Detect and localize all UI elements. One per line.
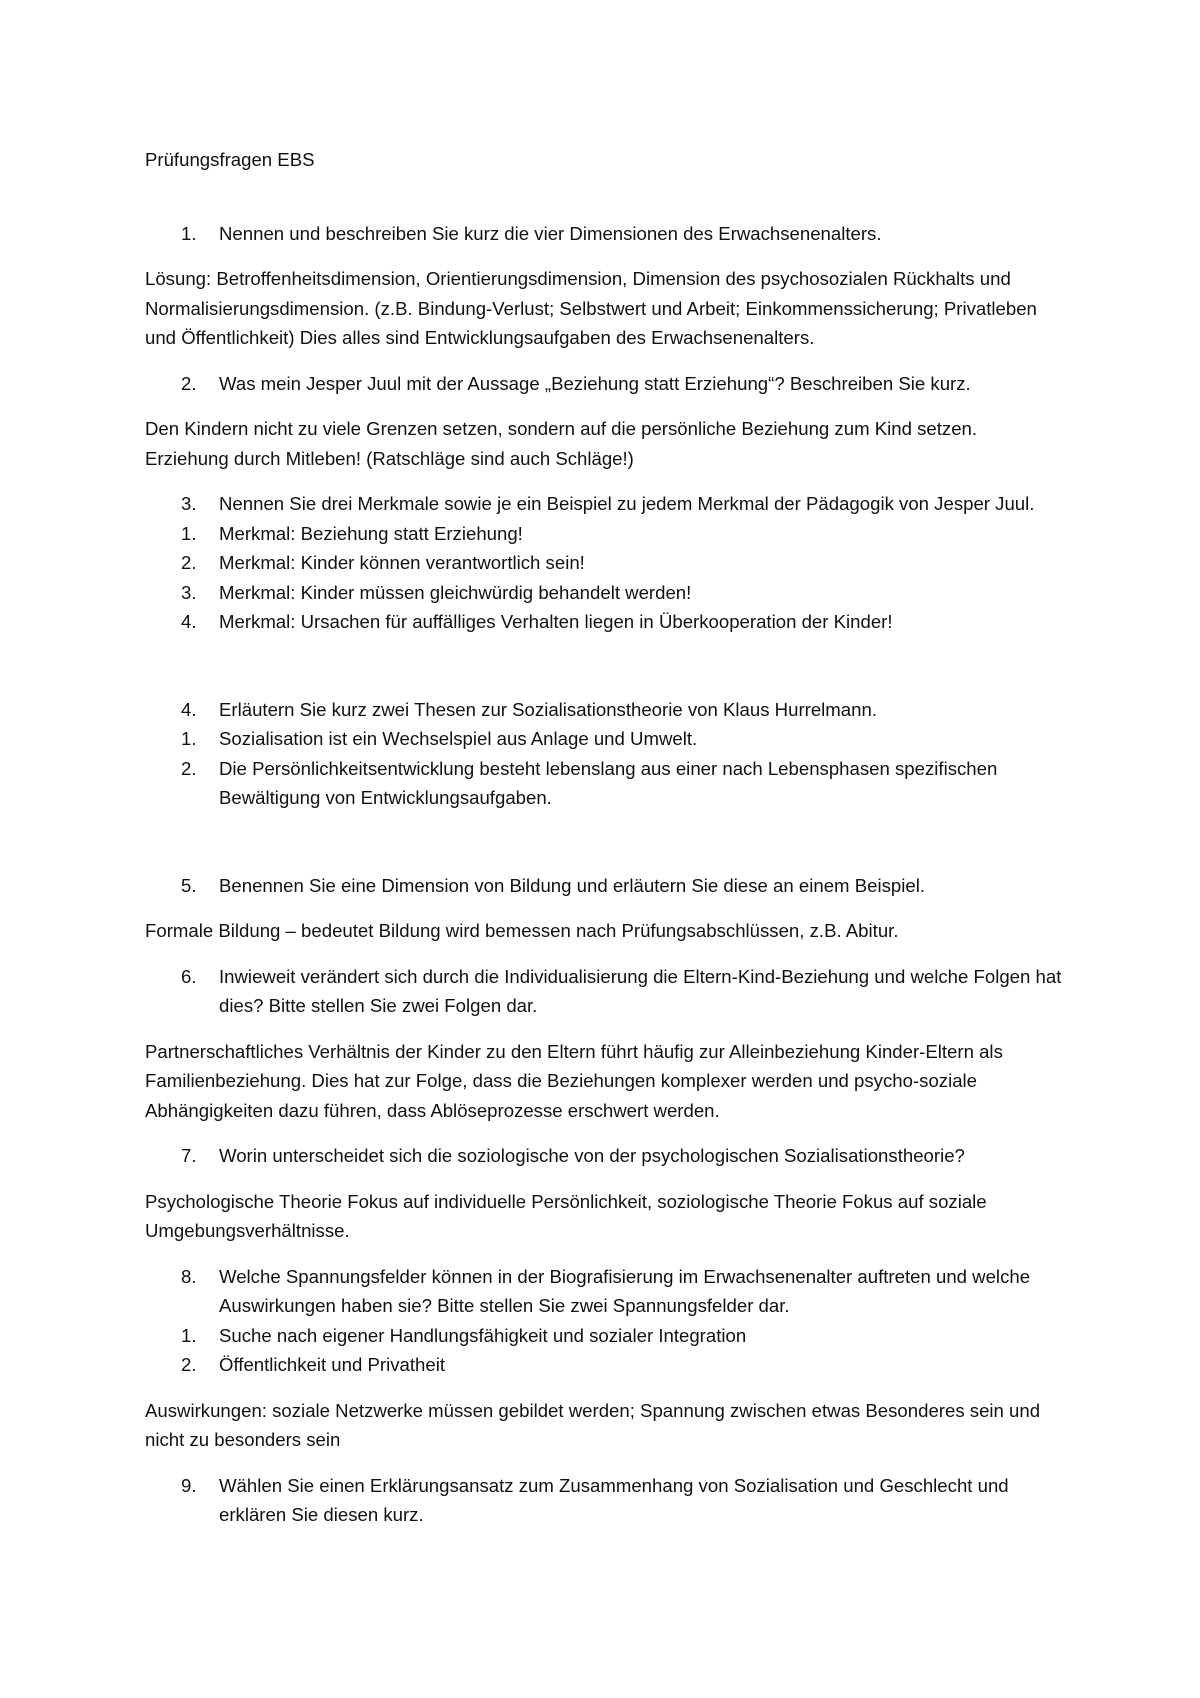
list-item-number: 4. <box>181 611 197 632</box>
list-item-text: Nennen und beschreiben Sie kurz die vier Dimensionen des Erwachsenenalters. <box>219 222 882 244</box>
spacer <box>145 1125 1065 1141</box>
answer-paragraph: Auswirkungen: soziale Netzwerke müssen gebildet werden; Spannung zwischen etwas Besonderes sein und nicht zu besonders sein <box>145 1399 1041 1450</box>
list-item-number: 1. <box>181 1324 197 1346</box>
list-item-text: Welche Spannungsfelder können in der Biografisierung im Erwachsenenalter auftreten und welche Auswirkungen haben sie? Bitte stellen Sie zwei Spannungsfelder dar. <box>219 1265 1031 1316</box>
list-item-text: Merkmal: Beziehung statt Erziehung! <box>219 522 523 544</box>
list-item-number: 5. <box>181 874 197 896</box>
list-item-text: Suche nach eigener Handlungsfähigkeit und sozialer Integration <box>219 1324 747 1346</box>
list-item <box>145 754 1065 813</box>
list-item-number: 8. <box>181 1265 197 1287</box>
spacer <box>145 900 1065 916</box>
list-item-text: Merkmal: Kinder müssen gleichwürdig behandelt werden! <box>219 581 692 603</box>
list-item <box>145 578 1065 608</box>
answer-paragraph: Den Kindern nicht zu viele Grenzen setzen, sondern auf die persönliche Beziehung zum Kind setzen. Erziehung durch Mitleben! (Ratschläge sind auch Schläge!) <box>145 418 978 469</box>
list-item <box>145 1350 1065 1380</box>
list-item-text: Merkmal: Kinder können verantwortlich sein! <box>219 552 585 573</box>
list-item-number: 6. <box>181 965 197 987</box>
list-item <box>145 219 1065 249</box>
list-item-text: Die Persönlichkeitsentwicklung besteht lebenslang aus einer nach Lebensphasen spezifischen Bewältigung von Entwicklungsaufgaben. <box>219 757 998 808</box>
spacer <box>145 1021 1065 1037</box>
spacer <box>145 813 1065 871</box>
list-item-number: 2. <box>181 1354 197 1375</box>
spacer <box>145 248 1065 264</box>
list-item-text: Was mein Jesper Juul mit der Aussage „Beziehung statt Erziehung“? Beschreiben Sie kurz. <box>219 372 971 394</box>
list-item <box>145 1321 1065 1351</box>
list-item <box>145 1141 1065 1171</box>
spacer <box>145 637 1065 695</box>
list-item-number: 1. <box>181 522 197 544</box>
list-item-number: 4. <box>181 698 197 720</box>
list-item-number: 2. <box>181 372 197 394</box>
answer-paragraph: Partnerschaftliches Verhältnis der Kinder zu den Eltern führt häufig zur Alleinbeziehung Kinder-Eltern als Familienbeziehung. Dies hat zur Folge, dass die Beziehungen komplexer werden und psycho-soziale Abhängigkeiten dazu führen, dass Ablöseprozesse erschwert werden. <box>145 1040 1003 1121</box>
spacer <box>145 473 1065 489</box>
list-item-number: 3. <box>181 493 197 514</box>
list-item-text: Nennen Sie drei Merkmale sowie je ein Beispiel zu jedem Merkmal der Pädagogik von Jesper Juul. <box>219 493 1035 514</box>
spacer <box>145 1246 1065 1262</box>
list-item-number: 3. <box>181 581 197 603</box>
list-item <box>145 1262 1065 1321</box>
list-item-text: Erläutern Sie kurz zwei Thesen zur Sozialisationstheorie von Klaus Hurrelmann. <box>219 698 877 720</box>
list-item-number: 1. <box>181 222 197 244</box>
list-item <box>145 607 1065 637</box>
list-item <box>145 548 1065 578</box>
spacer <box>145 946 1065 962</box>
list-item-text: Merkmal: Ursachen für auffälliges Verhalten liegen in Überkooperation der Kinder! <box>219 611 893 632</box>
list-item <box>145 489 1065 519</box>
answer-paragraph: Lösung: Betroffenheitsdimension, Orientierungsdimension, Dimension des psychosozialen Rückhalts und Normalisierungsdimension. (z.B. Bindung-Verlust; Selbstwert und Arbeit; Einkommenssicherung; Privatleben und Öffentlichkeit) Dies alles sind Entwicklungsaufgaben des Erwachsenenalters. <box>145 268 1037 348</box>
list-item-number: 2. <box>181 552 197 573</box>
list-item-text: Öffentlichkeit und Privatheit <box>219 1354 446 1375</box>
list-item-number: 2. <box>181 757 197 779</box>
list-item <box>145 724 1065 754</box>
list-item <box>145 369 1065 399</box>
document-content <box>145 145 1065 1530</box>
spacer <box>145 1455 1065 1471</box>
list-item <box>145 1471 1065 1530</box>
list-item-number: 7. <box>181 1145 197 1166</box>
list-item-text: Wählen Sie einen Erklärungsansatz zum Zusammenhang von Sozialisation und Geschlecht und erklären Sie diesen kurz. <box>219 1474 1009 1525</box>
spacer <box>145 398 1065 414</box>
list-item-number: 1. <box>181 728 197 749</box>
list-item <box>145 962 1065 1021</box>
document-title: Prüfungsfragen EBS <box>145 149 315 170</box>
list-item <box>145 519 1065 549</box>
list-item-text: Benennen Sie eine Dimension von Bildung und erläutern Sie diese an einem Beispiel. <box>219 874 925 896</box>
document-body <box>145 219 1065 1530</box>
spacer <box>145 353 1065 369</box>
list-item-text: Worin unterscheidet sich die soziologische von der psychologischen Sozialisationstheorie? <box>219 1145 965 1166</box>
list-item-text: Sozialisation ist ein Wechselspiel aus Anlage und Umwelt. <box>219 728 698 749</box>
answer-paragraph: Formale Bildung – bedeutet Bildung wird bemessen nach Prüfungsabschlüssen, z.B. Abitur. <box>145 920 899 941</box>
list-item <box>145 871 1065 901</box>
spacer <box>145 1171 1065 1187</box>
list-item-number: 9. <box>181 1474 197 1496</box>
list-item <box>145 695 1065 725</box>
spacer <box>145 1380 1065 1396</box>
answer-paragraph: Psychologische Theorie Fokus auf individuelle Persönlichkeit, soziologische Theorie Fokus auf soziale Umgebungsverhältnisse. <box>145 1190 987 1241</box>
list-item-text: Inwieweit verändert sich durch die Individualisierung die Eltern-Kind-Beziehung und welche Folgen hat dies? Bitte stellen Sie zwei Folgen dar. <box>219 965 1062 1016</box>
